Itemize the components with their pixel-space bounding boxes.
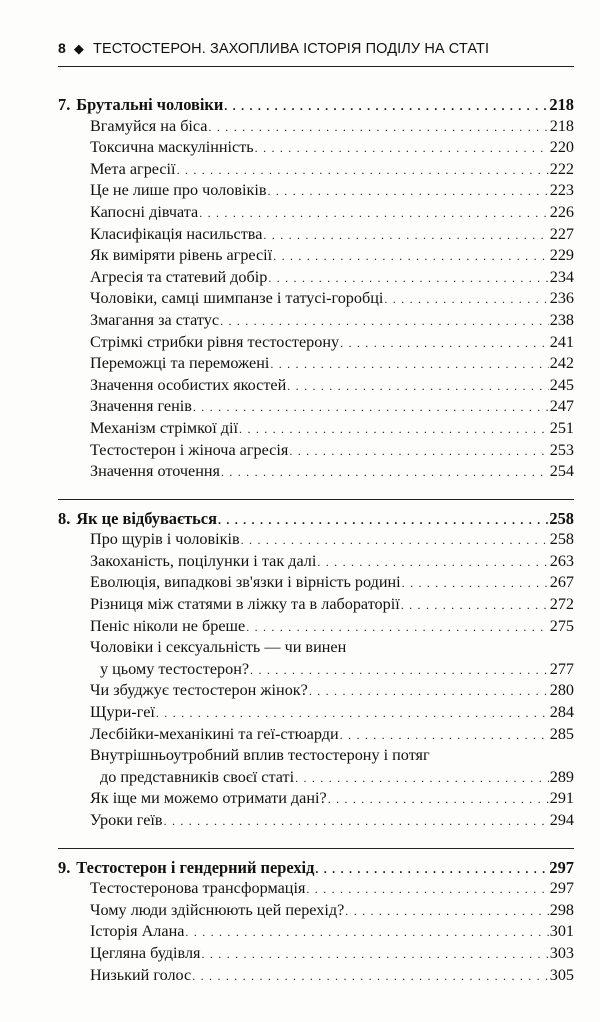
toc-entry[interactable] xyxy=(58,288,574,310)
toc-entry[interactable] xyxy=(58,680,574,702)
dot-leader xyxy=(295,768,549,790)
dot-leader xyxy=(246,617,549,639)
entry-title: Агресія та статевий добір xyxy=(90,267,268,286)
toc-entry[interactable] xyxy=(58,594,574,616)
dot-leader xyxy=(317,552,548,574)
entry-page-number: 227 xyxy=(549,224,574,243)
entry-page-number: 297 xyxy=(549,879,574,898)
toc-entry[interactable] xyxy=(58,353,574,375)
entry-title: Еволюція, випадкові зв'язки і вірність родині xyxy=(90,573,401,592)
running-header xyxy=(58,40,574,57)
entry-title: Вгамуйся на біса xyxy=(90,116,208,135)
entry-title: Чому люди здійснюють цей перехід? xyxy=(90,900,345,919)
toc-entry[interactable] xyxy=(58,137,574,159)
entry-page-number: 218 xyxy=(549,116,574,135)
dot-leader xyxy=(193,397,549,419)
dot-leader xyxy=(156,703,549,725)
entry-title: Значення оточення xyxy=(90,462,220,481)
toc-entry[interactable] xyxy=(58,332,574,354)
dot-leader xyxy=(192,966,548,988)
dot-leader xyxy=(273,246,549,268)
dot-leader xyxy=(250,660,549,682)
chapter-section xyxy=(58,94,574,483)
toc-entry[interactable] xyxy=(58,810,574,832)
entry-page-number: 272 xyxy=(549,595,574,614)
dot-leader xyxy=(199,203,548,225)
entry-title: Переможці та переможені xyxy=(90,354,270,373)
toc-entry[interactable] xyxy=(58,116,574,138)
toc-entry[interactable] xyxy=(58,180,574,202)
dot-leader xyxy=(309,681,549,703)
entry-title: Змагання за статус xyxy=(90,310,220,329)
entry-title: Капосні дівчата xyxy=(90,202,199,221)
toc-entry[interactable] xyxy=(58,900,574,922)
toc-entry[interactable] xyxy=(58,921,574,943)
dot-leader xyxy=(268,268,548,290)
dot-leader xyxy=(209,117,549,139)
entry-page-number: 289 xyxy=(549,767,574,786)
entry-page-number: 226 xyxy=(549,202,574,221)
entry-title: Значення особистих якостей xyxy=(90,375,287,394)
toc-entry[interactable] xyxy=(58,529,574,551)
dot-leader xyxy=(218,510,548,532)
entry-page-number: 294 xyxy=(549,811,574,829)
dot-leader xyxy=(220,311,549,333)
entry-title: Різниця між статями в ліжку та в лабораторії xyxy=(90,595,400,614)
header-rule xyxy=(58,66,574,67)
toc-entry[interactable] xyxy=(58,224,574,246)
entry-page-number: 222 xyxy=(549,159,574,178)
entry-title: Токсична маскулінність xyxy=(90,138,254,157)
entry-page-number: 285 xyxy=(549,724,574,743)
dot-leader xyxy=(287,376,548,398)
entry-page-number: 291 xyxy=(549,789,574,808)
entry-title: Уроки геїв xyxy=(90,811,163,829)
entry-title: до представників своєї статі xyxy=(100,767,295,786)
entry-page-number: 229 xyxy=(549,246,574,265)
dot-leader xyxy=(268,181,549,203)
entry-page-number: 280 xyxy=(549,681,574,700)
toc-entry[interactable] xyxy=(58,551,574,573)
dot-leader xyxy=(221,462,549,484)
toc-entry[interactable] xyxy=(58,310,574,332)
diamond-ornament-icon: ◆ xyxy=(73,41,84,56)
chapter-heading[interactable] xyxy=(58,857,574,879)
toc-entry[interactable] xyxy=(58,943,574,965)
chapter-divider xyxy=(58,848,574,849)
entry-page-number: 220 xyxy=(549,138,574,157)
toc-entry[interactable] xyxy=(58,418,574,440)
toc-entry[interactable] xyxy=(58,767,574,789)
toc-entry[interactable] xyxy=(58,396,574,418)
toc-entry[interactable] xyxy=(58,659,574,681)
entry-page-number: 223 xyxy=(549,181,574,200)
chapter-section xyxy=(58,499,574,832)
entry-title: Тестостерон і жіноча агресія xyxy=(90,440,289,459)
toc-entry[interactable] xyxy=(58,616,574,638)
entry-page-number: 247 xyxy=(549,397,574,416)
dot-leader xyxy=(185,922,548,944)
chapter-heading[interactable] xyxy=(58,508,574,530)
entry-title: Як виміряти рівень агресії xyxy=(90,246,273,265)
entry-title: Чоловіки, самці шимпанзе і татусі-горобці xyxy=(90,289,384,308)
entry-title: Цегляна будівля xyxy=(90,943,201,962)
entry-title: Щури-геї xyxy=(90,703,155,722)
toc-entry[interactable] xyxy=(58,788,574,810)
entry-page-number: 238 xyxy=(549,310,574,329)
chapter-number: 9. xyxy=(58,857,71,877)
running-title: ТЕСТОСТЕРОН. ЗАХОПЛИВА ІСТОРІЯ ПОДІЛУ НА СТАТІ xyxy=(93,41,490,57)
toc-entry[interactable] xyxy=(58,572,574,594)
dot-leader xyxy=(402,573,549,595)
dot-leader xyxy=(340,725,549,747)
entry-page-number: 267 xyxy=(549,573,574,592)
toc-entry[interactable] xyxy=(58,267,574,289)
dot-leader xyxy=(289,441,548,463)
entry-page-number: 241 xyxy=(549,332,574,351)
entry-title: Як іще ми можемо отримати дані? xyxy=(90,789,327,808)
entry-page-number: 275 xyxy=(549,616,574,635)
entry-page-number: 298 xyxy=(549,900,574,919)
dot-leader xyxy=(306,879,548,901)
entry-page-number: 258 xyxy=(549,530,574,549)
dot-leader xyxy=(202,944,549,966)
dot-leader xyxy=(384,289,548,311)
entry-title: Історія Алана xyxy=(90,922,185,941)
chapter-title: Як це відбувається xyxy=(76,508,217,528)
chapter-page-number: 218 xyxy=(549,95,574,114)
dot-leader xyxy=(241,530,549,552)
entry-page-number: 284 xyxy=(549,703,574,722)
entry-title: Тестостеронова трансформація xyxy=(90,879,306,898)
entry-page-number: 251 xyxy=(549,418,574,437)
toc-entry[interactable] xyxy=(58,745,574,767)
dot-leader xyxy=(255,138,549,160)
entry-page-number: 303 xyxy=(549,943,574,962)
toc-entry[interactable] xyxy=(58,461,574,483)
entry-title: Чоловіки і сексуальність — чи винен xyxy=(90,638,347,657)
entry-title: Класифікація насильства xyxy=(90,224,263,243)
dot-leader xyxy=(263,225,548,247)
dot-leader xyxy=(239,419,549,441)
toc-entry[interactable] xyxy=(58,159,574,181)
dot-leader xyxy=(164,811,549,833)
entry-title: Значення генів xyxy=(90,397,192,416)
toc-entry[interactable] xyxy=(58,440,574,462)
entry-title: Пеніс ніколи не бреше xyxy=(90,616,246,635)
entry-title: Внутрішньоутробний вплив тестостерону і потяг xyxy=(90,746,430,765)
entry-page-number: 254 xyxy=(549,462,574,481)
chapter-number: 8. xyxy=(58,508,71,528)
toc-entry[interactable] xyxy=(58,637,574,659)
entry-page-number: 277 xyxy=(549,659,574,678)
toc-entry[interactable] xyxy=(58,202,574,224)
entry-title: Низький голос xyxy=(90,965,192,984)
chapter-title: Тестостерон і гендерний перехід xyxy=(76,857,315,877)
entry-title: Мета агресії xyxy=(90,159,176,178)
entry-title: Чи збуджує тестостерон жінок? xyxy=(90,681,308,700)
table-of-contents xyxy=(58,94,574,1002)
dot-leader xyxy=(401,595,549,617)
dot-leader xyxy=(270,354,548,376)
entry-title: Про щурів і чоловіків xyxy=(90,530,240,549)
entry-page-number: 245 xyxy=(549,375,574,394)
chapter-page-number: 258 xyxy=(549,508,574,528)
toc-entry[interactable] xyxy=(58,878,574,900)
dot-leader xyxy=(345,901,548,923)
toc-entry[interactable] xyxy=(58,965,574,987)
entry-page-number: 301 xyxy=(549,922,574,941)
entry-title: Механізм стрімкої дії xyxy=(90,418,239,437)
dot-leader xyxy=(224,96,548,118)
chapter-section xyxy=(58,848,574,987)
dot-leader xyxy=(328,789,549,811)
entry-title: у цьому тестостерон? xyxy=(100,659,250,678)
toc-entry[interactable] xyxy=(58,724,574,746)
entry-page-number: 253 xyxy=(549,440,574,459)
chapter-heading[interactable] xyxy=(58,94,574,116)
toc-entry[interactable] xyxy=(58,702,574,724)
dot-leader xyxy=(177,160,549,182)
toc-entry[interactable] xyxy=(58,375,574,397)
toc-entry[interactable] xyxy=(58,245,574,267)
entry-page-number: 305 xyxy=(549,965,574,984)
entry-page-number: 242 xyxy=(549,354,574,373)
entry-page-number: 263 xyxy=(549,551,574,570)
dot-leader xyxy=(315,859,548,881)
entry-title: Це не лише про чоловіків xyxy=(90,181,267,200)
entry-title: Стрімкі стрибки рівня тестостерону xyxy=(90,332,340,351)
page-number: 8 xyxy=(58,40,66,56)
entry-page-number: 236 xyxy=(549,289,574,308)
chapter-title: Брутальні чоловіки xyxy=(76,95,224,114)
entry-page-number: 234 xyxy=(549,267,574,286)
chapter-number: 7. xyxy=(58,95,71,114)
entry-title: Лесбійки-механікині та геї-стюарди xyxy=(90,724,339,743)
chapter-page-number: 297 xyxy=(549,857,574,877)
entry-title: Закоханість, поцілунки і так далі xyxy=(90,551,317,570)
dot-leader xyxy=(340,333,549,355)
chapter-divider xyxy=(58,499,574,500)
